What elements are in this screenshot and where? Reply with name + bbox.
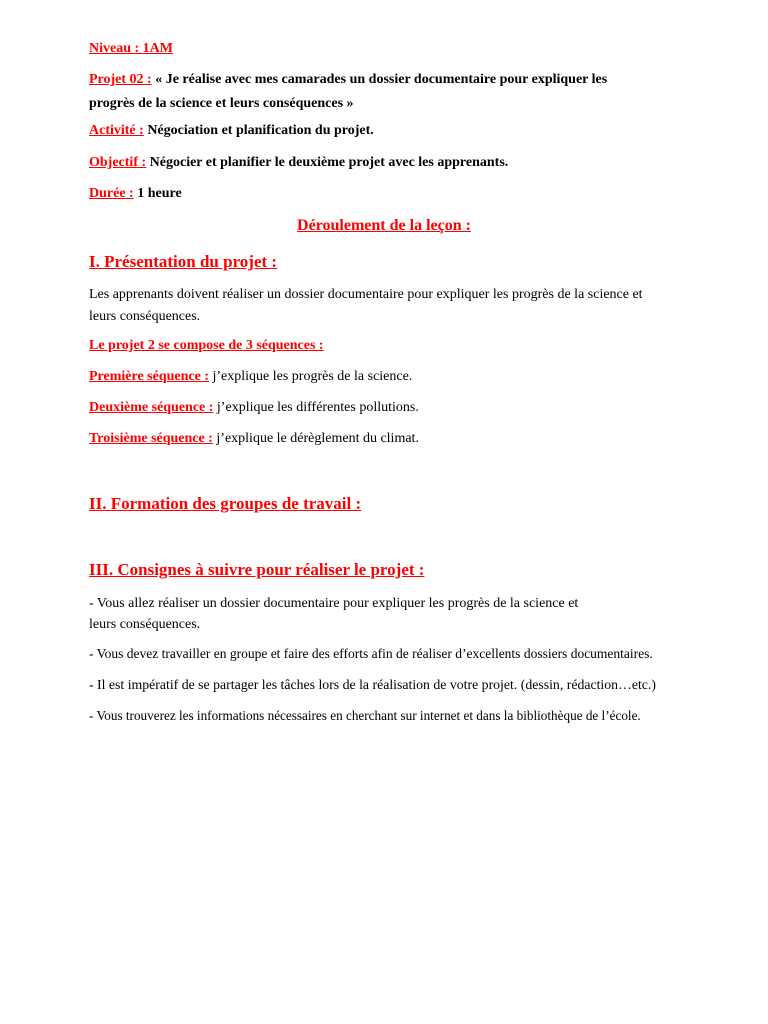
duree-label: Durée : bbox=[89, 186, 134, 201]
activite-line bbox=[89, 120, 374, 142]
niveau-label: Niveau : 1AM bbox=[89, 41, 173, 56]
compose-line bbox=[89, 335, 324, 357]
section-1-intro-line-1: Les apprenants doivent réaliser un dossier documentaire pour expliquer les progrès de la science et bbox=[89, 287, 643, 302]
niveau-line bbox=[89, 38, 173, 60]
sequence-3-text: j’explique le dérèglement du climat. bbox=[216, 431, 419, 446]
projet-line-2 bbox=[89, 93, 354, 115]
compose-label: Le projet 2 se compose de 3 séquences : bbox=[89, 338, 324, 353]
sequence-3 bbox=[89, 428, 419, 450]
activite-value: Négociation et planification du projet. bbox=[147, 123, 374, 138]
section-1-intro-line-2: leurs conséquences. bbox=[89, 309, 201, 324]
sequence-3-label: Troisième séquence : bbox=[89, 431, 213, 446]
consigne-1-line-1: - Vous allez réaliser un dossier documentaire pour expliquer les progrès de la science et bbox=[89, 596, 579, 611]
section-3-heading: III. Consignes à suivre pour réaliser le projet : bbox=[89, 560, 425, 579]
duree-value: 1 heure bbox=[137, 186, 182, 201]
consigne-1-line-2: leurs conséquences. bbox=[89, 617, 201, 632]
objectif-value: Négocier et planifier le deuxième projet avec les apprenants. bbox=[149, 155, 509, 170]
consigne-2: - Vous devez travailler en groupe et faire des efforts afin de réaliser d’excellents dossiers documentaires. bbox=[89, 646, 653, 661]
sequence-1-label: Première séquence : bbox=[89, 369, 209, 384]
activite-label: Activité : bbox=[89, 123, 144, 138]
sequence-2 bbox=[89, 397, 419, 419]
projet-title-part-2: progrès de la science et leurs conséquences » bbox=[89, 96, 354, 111]
sequence-1-text: j’explique les progrès de la science. bbox=[212, 369, 413, 384]
sequence-2-text: j’explique les différentes pollutions. bbox=[216, 400, 419, 415]
consigne-3: - Il est impératif de se partager les tâches lors de la réalisation de votre projet. (dessin, rédaction…etc.) bbox=[89, 677, 656, 692]
sequence-2-label: Deuxième séquence : bbox=[89, 400, 214, 415]
objectif-line bbox=[89, 152, 508, 174]
projet-label: Projet 02 : bbox=[89, 72, 152, 87]
objectif-label: Objectif : bbox=[89, 155, 147, 170]
lesson-title: Déroulement de la leçon : bbox=[297, 217, 471, 234]
sequence-1 bbox=[89, 366, 412, 388]
duree-line bbox=[89, 183, 182, 205]
consigne-4: - Vous trouverez les informations nécessaires en cherchant sur internet et dans la bibliothèque de l’école. bbox=[89, 708, 641, 723]
projet-line-1 bbox=[89, 69, 607, 91]
section-1-heading: I. Présentation du projet : bbox=[89, 252, 278, 271]
section-2-heading: II. Formation des groupes de travail : bbox=[89, 494, 362, 513]
projet-title-part-1: « Je réalise avec mes camarades un dossier documentaire pour expliquer les bbox=[155, 72, 608, 87]
